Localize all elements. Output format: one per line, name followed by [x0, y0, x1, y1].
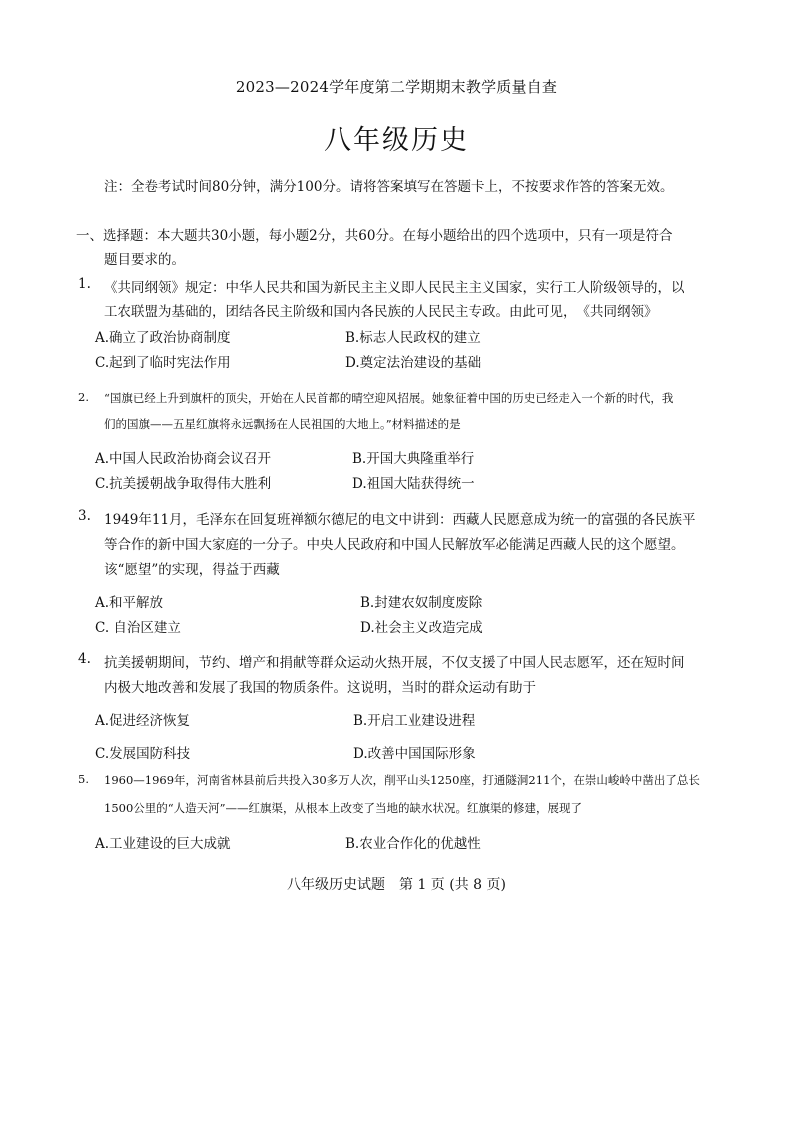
question-2-line-2: 们的国旗——五星红旗将永远飘扬在人民祖国的大地上。”材料描述的是 — [104, 417, 461, 431]
question-2-option-d: D.祖国大陆获得统一 — [352, 476, 475, 492]
question-3-line-3: 该“愿望”的实现，得益于西藏 — [104, 562, 280, 578]
section-intro-line-2: 题目要求的。 — [104, 252, 185, 268]
question-4-line-1: 抗美援朝期间，节约、增产和捐献等群众运动火热开展，不仅支援了中国人民志愿军，还在短时间 — [104, 655, 685, 671]
exam-note: 注：全卷考试时间80分钟，满分100分。请将答案填写在答题卡上，不按要求作答的答案无效。 — [104, 179, 674, 195]
question-5-option-b: B.农业合作化的优越性 — [345, 836, 481, 852]
question-3-option-a: A.和平解放 — [95, 595, 164, 611]
exam-title: 2023—2024学年度第二学期期末教学质量自查 — [235, 78, 558, 96]
question-1-option-c: C.起到了临时宪法作用 — [95, 355, 231, 371]
question-3-option-d: D.社会主义改造完成 — [360, 620, 483, 636]
question-number: 2. — [78, 390, 89, 404]
question-5-line-2: 1500公里的“人造天河”——红旗渠，从根本上改变了当地的缺水状况。红旗渠的修建，展现了 — [104, 801, 583, 815]
question-4-option-d: D.改善中国国际形象 — [353, 746, 476, 762]
question-1-line-2: 工农联盟为基础的，团结各民主阶级和国内各民族的人民民主专政。由此可见， 《共同纲领》 — [104, 304, 658, 320]
question-2-line-1: “国旗已经上升到旗杆的顶尖，开始在人民首都的晴空迎风招展。她象征着中国的历史已经走入一个新的时代，我 — [104, 391, 674, 405]
question-4-option-a: A.促进经济恢复 — [95, 713, 191, 729]
question-2-option-b: B.开国大典隆重举行 — [352, 451, 475, 467]
question-5-option-a: A.工业建设的巨大成就 — [95, 836, 231, 852]
section-intro-line-1: 一、选择题：本大题共30小题，每小题2分，共60分。在每小题给出的四个选项中，只有一项是符合 — [76, 228, 673, 244]
page-footer: 八年级历史试题 第 1 页 (共 8 页) — [287, 877, 506, 893]
question-number: 1. — [78, 276, 91, 292]
question-3-line-2: 等合作的新中国大家庭的一分子。中央人民政府和中国人民解放军必能满足西藏人民的这个愿望。 — [104, 537, 685, 553]
question-3-line-1: 1949年11月，毛泽东在回复班禅额尔德尼的电文中讲到：西藏人民愿意成为统一的富强的各民族平 — [104, 512, 696, 528]
question-4-line-2: 内极大地改善和发展了我国的物质条件。这说明，当时的群众运动有助于 — [104, 680, 536, 696]
question-number: 3. — [78, 508, 91, 524]
question-2-option-c: C.抗美援朝战争取得伟大胜利 — [95, 476, 272, 492]
question-1-line-1: 《共同纲领》规定：中华人民共和国为新民主主义即人民民主主义国家，实行工人阶级领导的，以 — [104, 280, 685, 296]
question-4-option-c: C.发展国防科技 — [95, 746, 191, 762]
question-2-option-a: A.中国人民政治协商会议召开 — [95, 451, 272, 467]
question-1-option-b: B.标志人民政权的建立 — [345, 330, 481, 346]
subject-title: 八年级历史 — [324, 125, 469, 156]
question-1-option-a: A.确立了政治协商制度 — [95, 330, 231, 346]
question-5-line-1: 1960—1969年，河南省林县前后共投入30多万人次，削平山头1250座，打通隧洞211个，在崇山峻岭中凿出了总长 — [104, 773, 700, 787]
question-3-option-b: B.封建农奴制度废除 — [360, 595, 483, 611]
question-number: 4. — [78, 651, 91, 667]
question-3-option-c: C. 自治区建立 — [95, 620, 181, 636]
question-number: 5. — [78, 772, 89, 786]
question-4-option-b: B.开启工业建设进程 — [353, 713, 476, 729]
question-1-option-d: D.奠定法治建设的基础 — [345, 355, 482, 371]
